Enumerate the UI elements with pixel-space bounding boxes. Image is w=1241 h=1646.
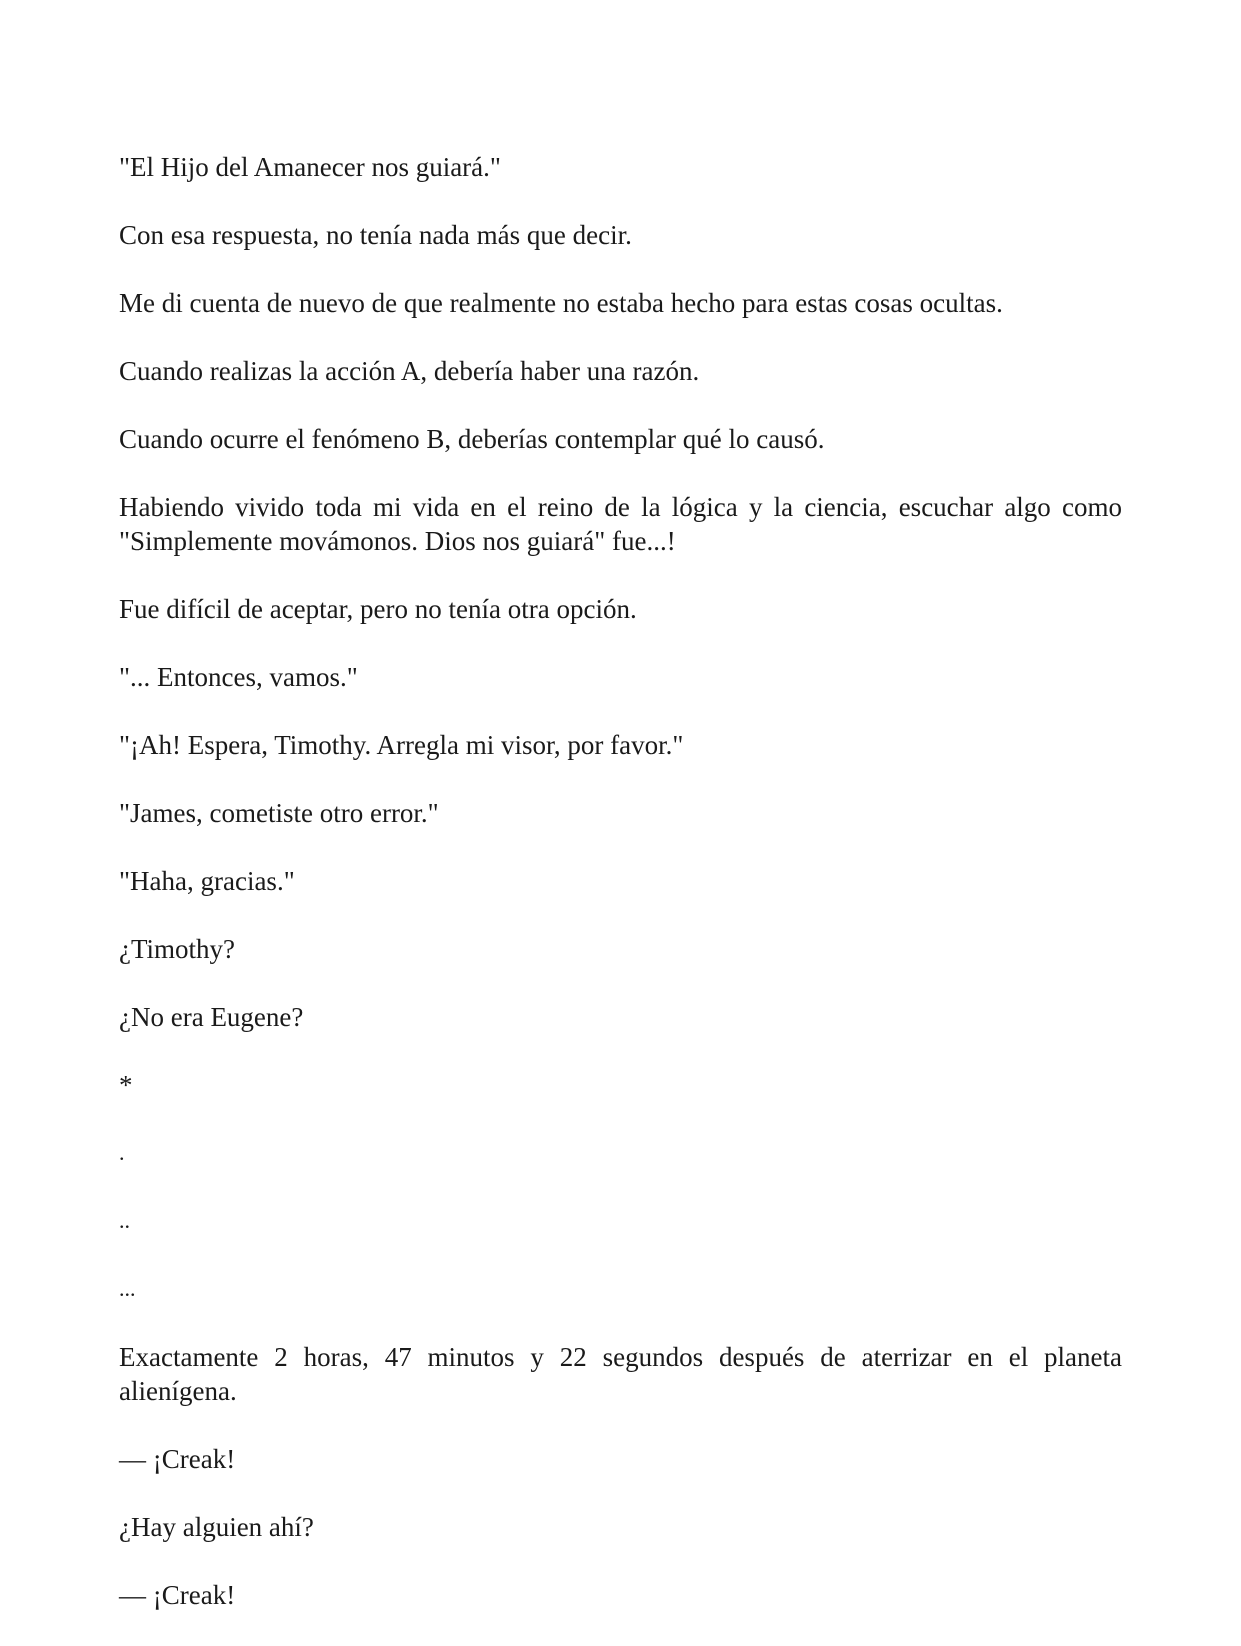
paragraph: "James, cometiste otro error."	[119, 798, 439, 828]
paragraph: Cuando realizas la acción A, debería haber una razón.	[119, 356, 700, 386]
paragraph: ¿Hay alguien ahí?	[119, 1512, 314, 1542]
paragraph: ¿No era Eugene?	[119, 1002, 304, 1032]
paragraph: Exactamente 2 horas, 47 minutos y 22 segundos después de aterrizar en el planeta alienígena.	[119, 1342, 1122, 1406]
ellipsis-line: ...	[119, 1276, 136, 1301]
paragraph: Con esa respuesta, no tenía nada más que decir.	[119, 220, 632, 250]
paragraph: — ¡Creak!	[119, 1580, 236, 1610]
ellipsis-line: .	[119, 1140, 125, 1165]
paragraph: "Haha, gracias."	[119, 866, 295, 896]
paragraph: "... Entonces, vamos."	[119, 662, 358, 692]
ellipsis-line: ..	[119, 1208, 130, 1233]
paragraph: "El Hijo del Amanecer nos guiará."	[119, 152, 501, 182]
paragraph: ¿Timothy?	[119, 934, 236, 964]
paragraph: Me di cuenta de nuevo de que realmente no estaba hecho para estas cosas ocultas.	[119, 288, 1003, 318]
paragraph: Habiendo vivido toda mi vida en el reino de la lógica y la ciencia, escuchar algo como "Simplemente movámonos. Dios nos guiará" fue...!	[119, 492, 1122, 556]
paragraph: Cuando ocurre el fenómeno B, deberías contemplar qué lo causó.	[119, 424, 825, 454]
paragraph: — ¡Creak!	[119, 1444, 236, 1474]
body-text	[119, 150, 1122, 1646]
paragraph: Fue difícil de aceptar, pero no tenía otra opción.	[119, 594, 637, 624]
scene-break-asterisk: *	[119, 1070, 133, 1100]
paragraph: "¡Ah! Espera, Timothy. Arregla mi visor, por favor."	[119, 730, 684, 760]
